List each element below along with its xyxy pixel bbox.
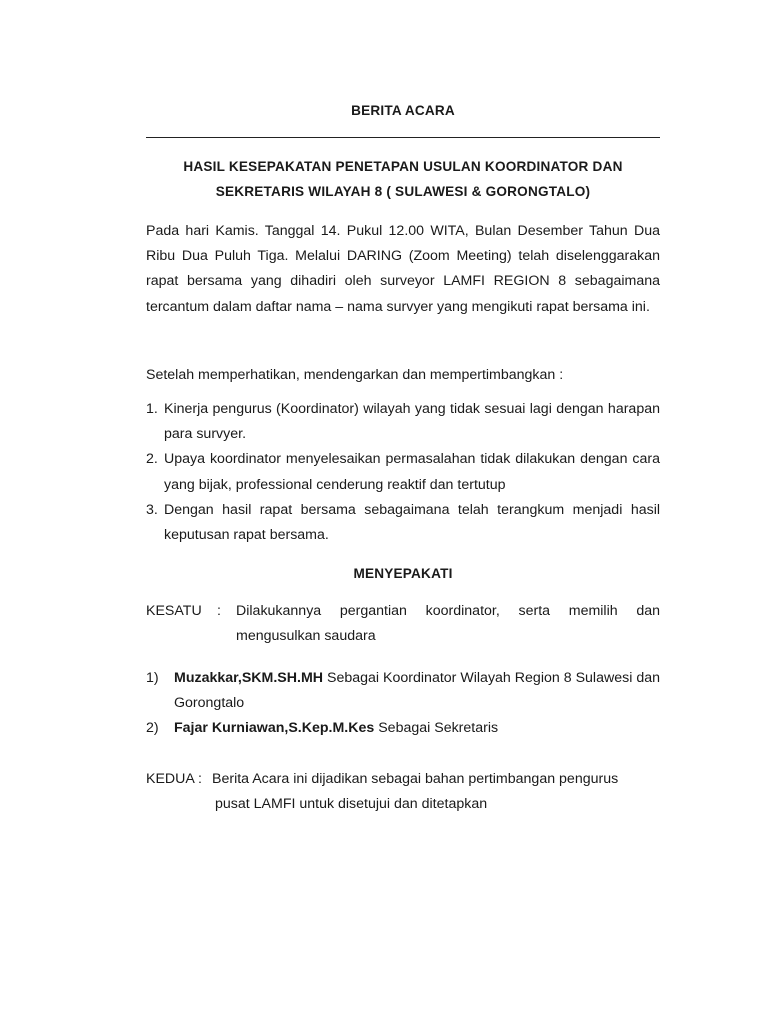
kedua-label: KEDUA : — [146, 771, 202, 787]
list-item — [146, 666, 660, 716]
nominee-role: Sebagai Koordinator Wilayah Region 8 Sulawesi dan Gorongtalo — [174, 670, 660, 712]
list-number: 1. — [146, 401, 158, 417]
document-title: BERITA ACARA — [351, 103, 455, 118]
kesatu-text: Dilakukannya pergantian koordinator, serta memilih dan mengusulkan saudara — [236, 603, 660, 645]
document-subtitle — [146, 154, 660, 204]
list-number: 2) — [146, 720, 159, 737]
title-divider — [146, 137, 660, 138]
kesatu-label: KESATU — [146, 603, 202, 619]
list-text: Dengan hasil rapat bersama sebagaimana telah terangkum menjadi hasil keputusan rapat bersama. — [164, 501, 660, 544]
kedua-text-line-2: pusat LAMFI untuk disetujui dan ditetapkan — [215, 796, 488, 813]
list-number: 2. — [146, 451, 158, 468]
subtitle-line-1: HASIL KESEPAKATAN PENETAPAN USULAN KOORDINATOR DAN — [183, 159, 623, 174]
list-item — [146, 716, 660, 741]
considerations-list — [146, 397, 660, 548]
nominee-role: Sebagai Sekretaris — [378, 720, 499, 737]
consider-heading: Setelah memperhatikan, mendengarkan dan mempertimbangkan : — [146, 367, 564, 383]
kedua-clause — [146, 767, 660, 817]
intro-paragraph: Pada hari Kamis. Tanggal 14. Pukul 12.00 WITA, Bulan Desember Tahun Dua Ribu Dua Puluh Tiga. Melalui DARING (Zoom Meeting) telah diselenggarakan rapat bersama yang dihadiri oleh surveyor LAMFI REGION 8 sebagaimana tercantum dalam daftar nama – nama survyer yang mengikuti rapat bersama ini. — [146, 223, 660, 315]
kesatu-colon: : — [217, 603, 221, 619]
list-text: Kinerja pengurus (Koordinator) wilayah yang tidak sesuai lagi dengan harapan para survyer. — [164, 401, 660, 443]
list-item — [146, 447, 660, 497]
list-number: 1) — [146, 670, 159, 686]
agree-heading: MENYEPAKATI — [353, 566, 453, 581]
subtitle-line-2: SEKRETARIS WILAYAH 8 ( SULAWESI & GORONGTALO) — [215, 184, 591, 199]
list-number: 3. — [146, 501, 158, 518]
nominees-list — [146, 666, 660, 742]
list-text: Upaya koordinator menyelesaikan permasalahan tidak dilakukan dengan cara yang bijak, professional cenderung reaktif dan tertutup — [164, 451, 660, 493]
list-item — [146, 498, 660, 548]
kedua-text-line-1: Berita Acara ini dijadikan sebagai bahan pertimbangan pengurus — [212, 771, 619, 787]
nominee-name: Fajar Kurniawan,S.Kep.M.Kes — [174, 720, 375, 737]
nominee-name: Muzakkar,SKM.SH.MH — [174, 670, 324, 686]
kesatu-clause — [146, 599, 660, 649]
list-item — [146, 397, 660, 447]
